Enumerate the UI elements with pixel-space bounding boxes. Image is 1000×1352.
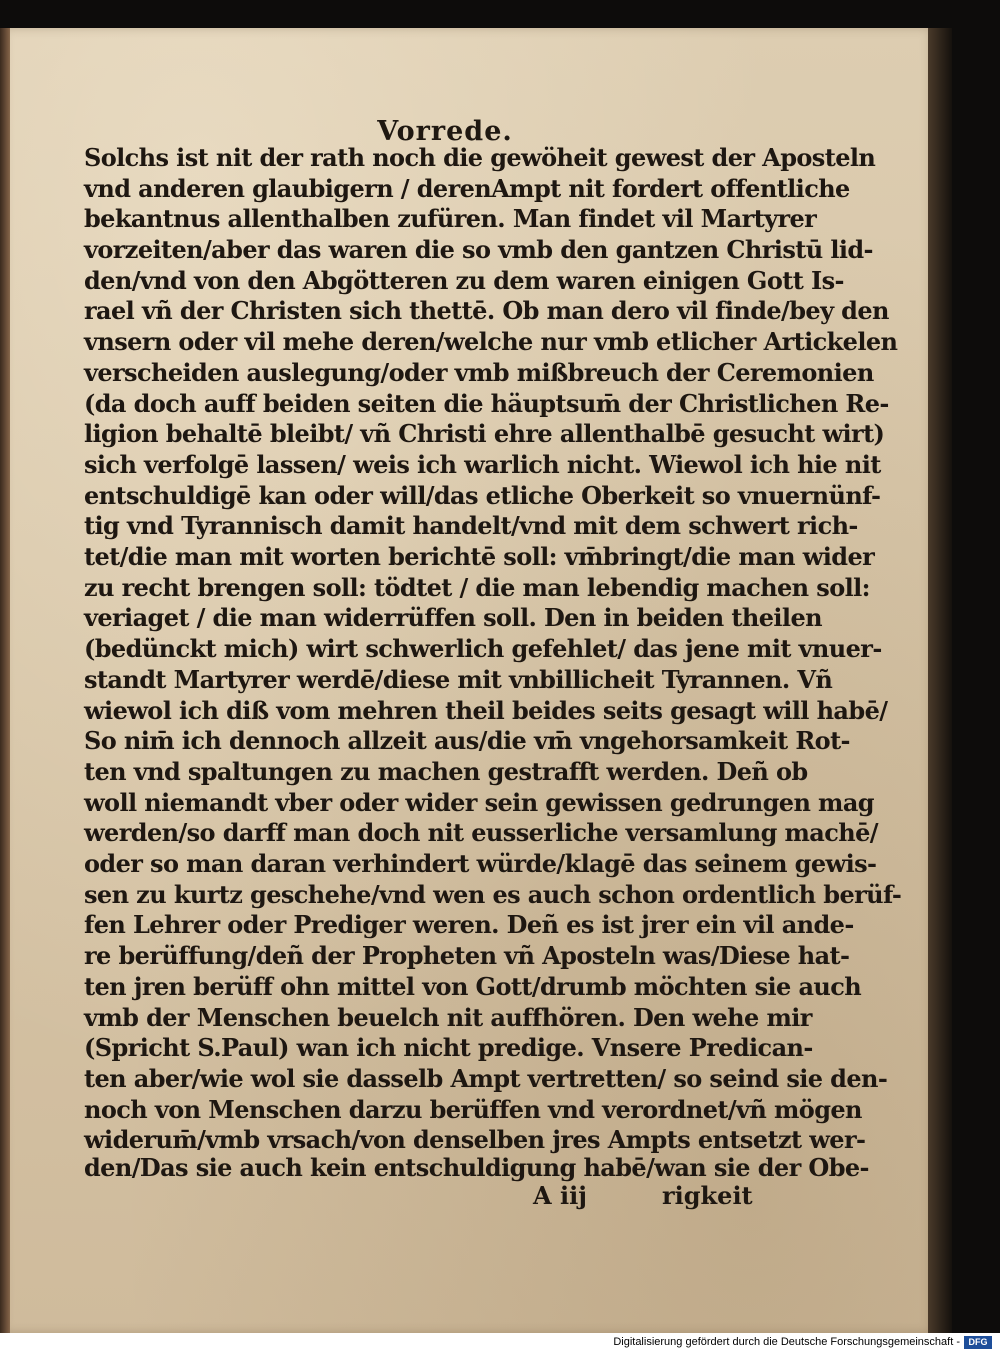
text-line: ligion behaltē bleibt/ vñ Christi ehre allenthalbē gesucht wirt)	[84, 419, 885, 448]
footer-bar	[0, 1333, 1000, 1352]
text-line: bekantnus allenthalben zufüren. Man findet vil Martyrer	[84, 204, 817, 233]
text-line: woll niemandt vber oder wider sein gewissen gedrungen mag	[84, 788, 874, 817]
text-line: ten vnd spaltungen zu machen gestrafft werden. Deñ ob	[84, 757, 808, 786]
text-line: wiewol ich diß vom mehren theil beides seits gesagt will habē/	[84, 696, 888, 725]
text-line: noch von Menschen darzu berüffen vnd verordnet/vñ mögen	[84, 1095, 862, 1124]
text-line: standt Martyrer werdē/diese mit vnbillicheit Tyrannen. Vñ	[84, 665, 833, 694]
text-line: vmb der Menschen beuelch nit auffhören. Den wehe mir	[84, 1003, 812, 1032]
text-line: vnsern oder vil mehe deren/welche nur vmb etlicher Artickelen	[84, 327, 898, 356]
signature-mark: A iij	[533, 1181, 587, 1210]
text-line: tig vnd Tyrannisch damit handelt/vnd mit dem schwert rich-	[84, 511, 858, 540]
text-line: den/Das sie auch kein entschuldigung habē/wan sie der Obe-	[84, 1153, 869, 1182]
text-line: rael vñ der Christen sich thettē. Ob man dero vil finde/bey den	[84, 296, 889, 325]
text-line: widerum̄/vmb vrsach/von denselben jres Ampts entsetzt wer-	[84, 1125, 866, 1154]
text-line: entschuldigē kan oder will/das etliche Oberkeit so vnuernünf-	[84, 481, 881, 510]
text-line: werden/so darff man doch nit eusserliche versamlung machē/	[84, 818, 878, 847]
text-line: ten aber/wie wol sie dasselb Ampt vertretten/ so seind sie den-	[84, 1064, 888, 1093]
text-line: (bedünckt mich) wirt schwerlich gefehlet/ das jene mit vnuer-	[84, 634, 882, 663]
text-line: sen zu kurtz geschehe/vnd wen es auch schon ordentlich berüf-	[84, 880, 902, 909]
text-line: verscheiden auslegung/oder vmb mißbreuch der Ceremonien	[84, 358, 874, 387]
text-line: veriaget / die man widerrüffen soll. Den in beiden theilen	[84, 603, 822, 632]
text-line: tet/die man mit worten berichtē soll: vm̄bringt/die man wider	[84, 542, 875, 571]
text-line: re berüffung/deñ der Propheten vñ Aposteln was/Diese hat-	[84, 941, 850, 970]
running-header: Vorrede.	[377, 116, 513, 147]
text-line: fen Lehrer oder Prediger weren. Deñ es ist jrer ein vil ande-	[84, 910, 854, 939]
text-line: oder so man daran verhindert würde/klagē das seinem gewis-	[84, 849, 877, 878]
text-line: vorzeiten/aber das waren die so vmb den gantzen Christū lid-	[84, 235, 873, 264]
text-line: zu recht brengen soll: tödtet / die man lebendig machen soll:	[84, 573, 870, 602]
text-line: Solchs ist nit der rath noch die gewöheit gewest der Aposteln	[84, 143, 876, 172]
text-line: So nim̄ ich dennoch allzeit aus/die vm̄ vngehorsamkeit Rot-	[84, 726, 850, 755]
text-line: vnd anderen glaubigern / derenAmpt nit fordert offentliche	[84, 174, 850, 203]
catchword: rigkeit	[662, 1181, 753, 1210]
text-line: den/vnd von den Abgötteren zu dem waren einigen Gott Is-	[84, 266, 844, 295]
funding-note: Digitalisierung gefördert durch die Deutsche Forschungsgemeinschaft -	[613, 1336, 960, 1348]
dfg-logo: DFG	[964, 1336, 992, 1349]
text-line: sich verfolgē lassen/ weis ich warlich nicht. Wiewol ich hie nit	[84, 450, 881, 479]
text-line: (da doch auff beiden seiten die häuptsum̄ der Christlichen Re-	[84, 389, 889, 418]
text-line: (Spricht S.Paul) wan ich nicht predige. Vnsere Predican-	[84, 1033, 813, 1062]
text-line: ten jren berüff ohn mittel von Gott/drumb möchten sie auch	[84, 972, 862, 1001]
